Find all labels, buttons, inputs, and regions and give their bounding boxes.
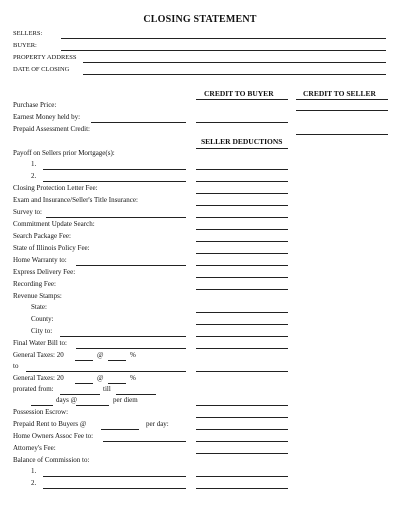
express-delivery-line[interactable]	[196, 277, 288, 278]
general-taxes-1-rate-line[interactable]	[108, 360, 126, 361]
recording-label: Recording Fee:	[13, 280, 56, 288]
general-taxes-2-label: General Taxes: 20	[13, 374, 64, 382]
date-of-closing-label: DATE OF CLOSING	[13, 66, 70, 73]
general-taxes-1-at: @	[97, 351, 104, 359]
credit-to-seller-header: CREDIT TO SELLER	[303, 89, 376, 98]
per-diem-label: per diem	[113, 396, 138, 404]
commitment-line[interactable]	[196, 229, 288, 230]
express-delivery-label: Express Delivery Fee:	[13, 268, 76, 276]
general-taxes-1-row	[13, 351, 393, 362]
survey-label: Survey to:	[13, 208, 42, 216]
prepaid-rent-buyer-line[interactable]	[196, 429, 288, 430]
exam-insurance-line[interactable]	[196, 205, 288, 206]
days-at-label: days @	[56, 396, 78, 404]
closing-protection-line[interactable]	[196, 193, 288, 194]
sellers-line[interactable]	[61, 38, 386, 39]
buyer-field[interactable]	[13, 42, 388, 52]
city-stamp-label: City to:	[31, 327, 53, 335]
commission-2-line[interactable]	[43, 488, 186, 489]
city-to-line[interactable]	[60, 336, 186, 337]
prorated-from-line[interactable]	[60, 394, 100, 395]
property-address-field[interactable]	[13, 54, 388, 64]
survey-to-line[interactable]	[46, 217, 186, 218]
search-package-line[interactable]	[196, 241, 288, 242]
date-of-closing-field[interactable]	[13, 66, 388, 76]
general-taxes-1-year-line[interactable]	[75, 360, 93, 361]
credit-to-buyer-header: CREDIT TO BUYER	[204, 89, 274, 98]
search-package-label: Search Package Fee:	[13, 232, 71, 240]
document-title: CLOSING STATEMENT	[143, 14, 257, 25]
per-day-label: per day:	[146, 420, 169, 428]
commitment-label: Commitment Update Search:	[13, 220, 95, 228]
final-water-to-line[interactable]	[76, 348, 186, 349]
general-taxes-2-year-line[interactable]	[75, 383, 93, 384]
buyer-label: BUYER:	[13, 42, 37, 49]
prorated-from-row	[13, 385, 393, 396]
buyer-line[interactable]	[61, 50, 386, 51]
payoff-1-buyer-line[interactable]	[196, 169, 288, 170]
payoff-label: Payoff on Sellers prior Mortgage(s):	[13, 149, 115, 157]
attorney-fee-line[interactable]	[196, 453, 288, 454]
commission-1-buyer-line[interactable]	[196, 476, 288, 477]
purchase-price-seller-line[interactable]	[296, 110, 388, 111]
exam-insurance-label: Exam and Insurance/Seller's Title Insurance:	[13, 196, 138, 204]
general-taxes-2-buyer-line[interactable]	[196, 405, 288, 406]
seller-header-rule	[296, 99, 388, 100]
general-taxes-2-rate-line[interactable]	[108, 383, 126, 384]
attorney-fee-label: Attorney's Fee:	[13, 444, 56, 452]
hoa-fee-to-line[interactable]	[103, 441, 186, 442]
home-warranty-label: Home Warranty to:	[13, 256, 67, 264]
hoa-fee-buyer-line[interactable]	[196, 441, 288, 442]
prepaid-rent-amount-line[interactable]	[101, 429, 139, 430]
purchase-price-label: Purchase Price:	[13, 101, 57, 109]
possession-escrow-line[interactable]	[196, 417, 288, 418]
recording-line[interactable]	[196, 289, 288, 290]
balance-commission-row	[13, 456, 393, 467]
hoa-fee-label: Home Owners Assoc Fee to:	[13, 432, 94, 440]
earnest-money-label: Earnest Money held by:	[13, 113, 81, 121]
state-policy-line[interactable]	[196, 253, 288, 254]
revenue-stamps-row	[13, 292, 393, 303]
general-taxes-to-label: to	[13, 362, 19, 370]
prorated-from-label: prorated from:	[13, 385, 54, 393]
property-address-label: PROPERTY ADDRESS	[13, 54, 77, 61]
prepaid-rent-label: Prepaid Rent to Buyers @	[13, 420, 87, 428]
till-line[interactable]	[116, 394, 156, 395]
state-stamp-label: State:	[31, 303, 47, 311]
closing-protection-label: Closing Protection Letter Fee:	[13, 184, 98, 192]
home-warranty-buyer-line[interactable]	[196, 265, 288, 266]
county-stamp-line[interactable]	[196, 324, 288, 325]
property-address-line[interactable]	[83, 62, 386, 63]
payoff-2-buyer-line[interactable]	[196, 181, 288, 182]
county-stamp-label: County:	[31, 315, 54, 323]
commission-2-buyer-line[interactable]	[196, 488, 288, 489]
prepaid-assessment-seller-line[interactable]	[296, 134, 388, 135]
general-taxes-1-buyer-line[interactable]	[196, 371, 288, 372]
general-taxes-to-line[interactable]	[26, 371, 186, 372]
general-taxes-2-row	[13, 374, 393, 385]
state-stamp-line[interactable]	[196, 312, 288, 313]
survey-buyer-line[interactable]	[196, 217, 288, 218]
date-of-closing-line[interactable]	[83, 74, 386, 75]
possession-escrow-label: Possession Escrow:	[13, 408, 69, 416]
sellers-field[interactable]	[13, 30, 388, 40]
commission-1-line[interactable]	[43, 476, 186, 477]
buyer-header-rule	[196, 99, 288, 100]
per-diem-amount-line[interactable]	[76, 405, 109, 406]
final-water-label: Final Water Bill to:	[13, 339, 67, 347]
prepaid-assessment-label: Prepaid Assessment Credit:	[13, 125, 90, 133]
state-policy-label: State of Illinois Policy Fee:	[13, 244, 90, 252]
payoff-2-line[interactable]	[43, 181, 186, 182]
commission-1-label: 1.	[31, 467, 37, 475]
payoff-2-label: 2.	[31, 172, 37, 180]
payoff-1-line[interactable]	[43, 169, 186, 170]
sellers-label: SELLERS:	[13, 30, 43, 37]
commission-2-label: 2.	[31, 479, 37, 487]
payoff-1-label: 1.	[31, 160, 37, 168]
home-warranty-to-line[interactable]	[76, 265, 186, 266]
payoff-row	[13, 149, 393, 160]
general-taxes-1-pct: %	[130, 351, 136, 359]
earnest-money-buyer-line[interactable]	[196, 122, 288, 123]
days-count-line[interactable]	[31, 405, 53, 406]
general-taxes-1-label: General Taxes: 20	[13, 351, 64, 359]
city-stamp-buyer-line[interactable]	[196, 336, 288, 337]
general-taxes-2-pct: %	[130, 374, 136, 382]
balance-commission-label: Balance of Commission to:	[13, 456, 90, 464]
general-taxes-2-at: @	[97, 374, 104, 382]
revenue-stamps-label: Revenue Stamps:	[13, 292, 62, 300]
final-water-buyer-line[interactable]	[196, 348, 288, 349]
seller-deductions-header: SELLER DEDUCTIONS	[201, 137, 283, 146]
earnest-money-holder-line[interactable]	[91, 122, 186, 123]
till-label: till	[103, 385, 111, 393]
